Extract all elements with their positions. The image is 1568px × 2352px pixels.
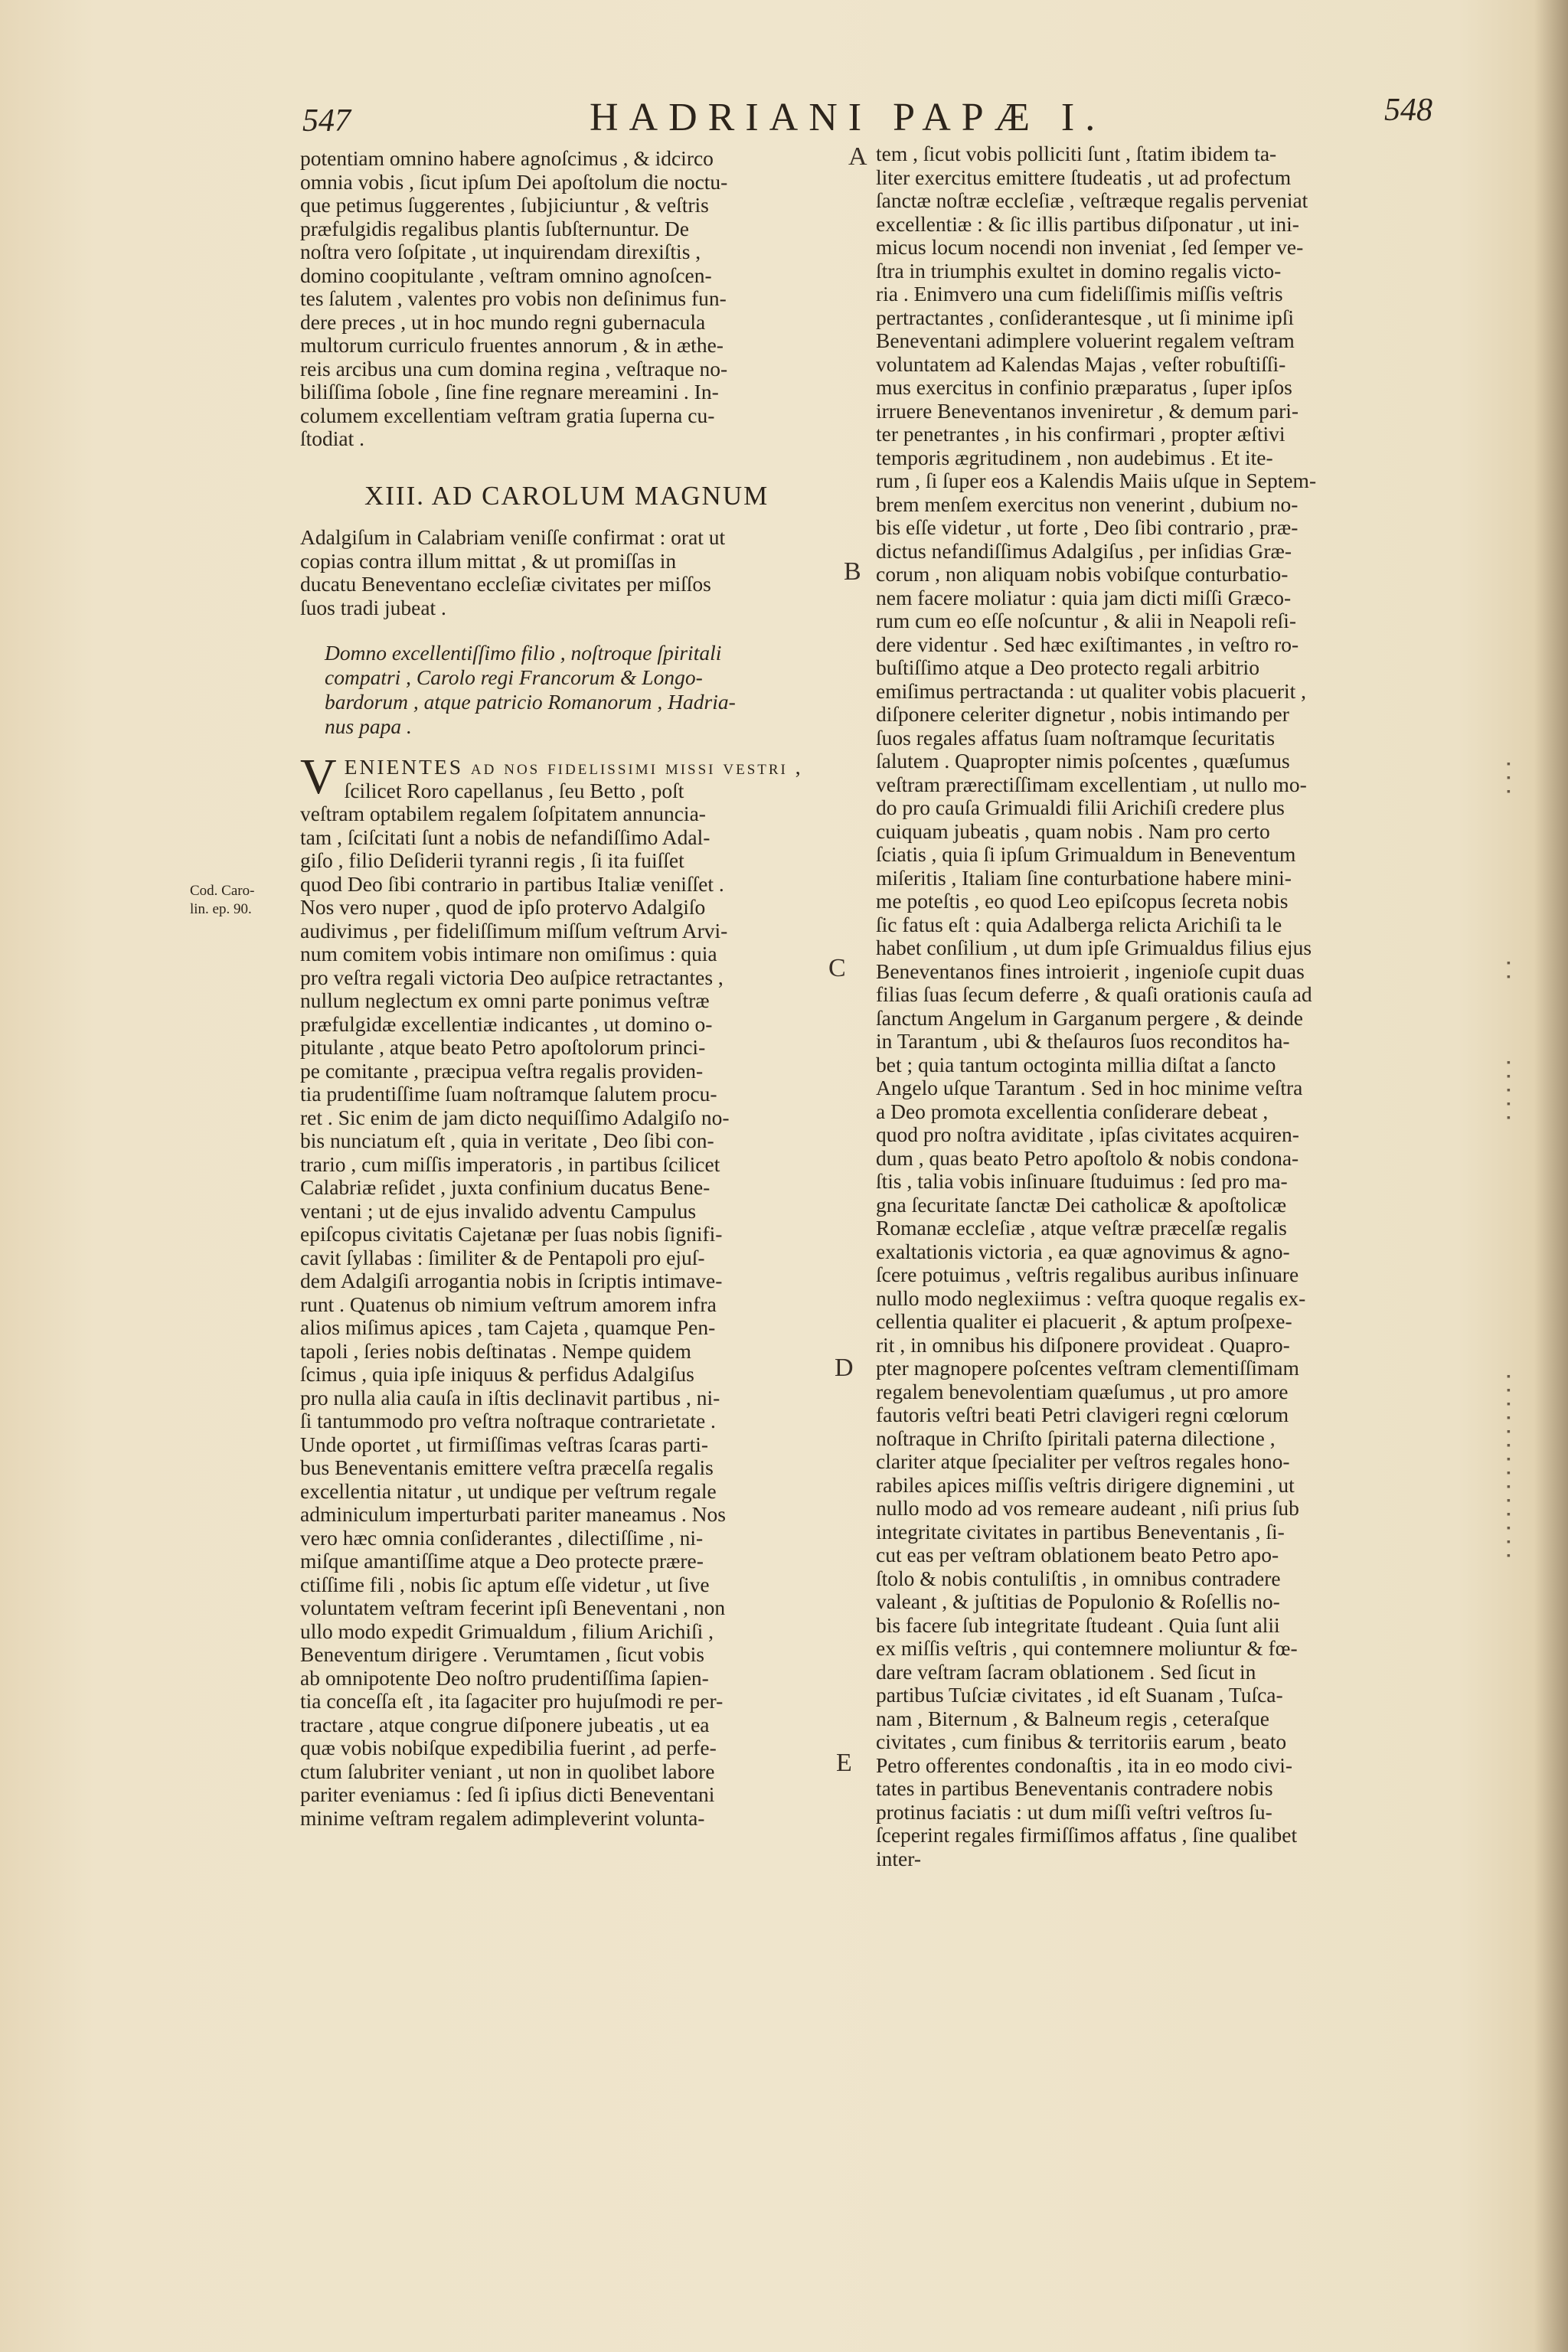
text-line: audivimus , per fideliſſimum miſſum veſtrum Arvi- <box>300 918 728 942</box>
drop-cap: V <box>300 749 337 805</box>
text-line: ſtra in triumphis exultet in domino regalis victo- <box>876 258 1282 283</box>
text-line: ſanctæ noſtræ eccleſiæ , veſtræque regalis perveniat <box>876 188 1308 212</box>
text-line: præfulgidæ excellentiæ indicantes , ut domino o- <box>300 1011 713 1036</box>
text-line: reis arcibus una cum domina regina , veſtraque no- <box>300 356 728 381</box>
text-line: tam , ſciſcitati ſunt a nobis de nefandiſſimo Adal- <box>300 825 710 849</box>
text-line: noſtraque in Chriſto ſpiritali paterna dilectione , <box>876 1426 1276 1450</box>
summary-line: ducatu Beneventano eccleſiæ civitates per miſſos <box>300 572 711 596</box>
text-line: emiſimus pertractanda : ut qualiter vobis placuerit , <box>876 678 1307 703</box>
text-line: epiſcopus civitatis Cajetanæ per ſuas nobis ſignifi- <box>300 1222 723 1246</box>
text-line: bis nunciatum eſt , quia in veritate , Deo ſibi con- <box>300 1129 714 1152</box>
text-line: partibus Tuſciæ civitates , id eſt Suanam , Tuſca- <box>876 1683 1283 1707</box>
left-column <box>300 147 850 1830</box>
address-line: nus papa . <box>325 714 412 738</box>
text-line: ctiſſime fili , nobis ſic aptum eſſe videtur , ut ſive <box>300 1572 710 1596</box>
text-line: inter- <box>876 1846 922 1870</box>
text-line: irruere Beneventanos inveniretur , & demum pari- <box>876 398 1299 423</box>
text-line: tia conceſſa eſt , ita ſagaciter pro hujuſmodi re per- <box>300 1689 724 1713</box>
letter-address <box>300 641 850 739</box>
text-line: pertractantes , conſiderantesque , ut ſi minime ipſi <box>876 305 1295 329</box>
marginal-citation <box>190 882 254 919</box>
text-line: pter magnopere poſcentes veſtram clementiſſimam <box>876 1356 1299 1380</box>
text-line: nullo modo ad vos remeare audeant , niſi prius ſub <box>876 1496 1299 1520</box>
text-line: protinus faciatis : ut dum miſſi veſtri veſtros ſu- <box>876 1799 1272 1824</box>
marginal-citation-line: lin. ep. 90. <box>190 901 252 917</box>
text-line: rit , in omnibus his diſponere provideat . Quapro- <box>876 1332 1290 1357</box>
text-line: civitates , cum finibus & territoriis earum , beato <box>876 1730 1287 1753</box>
text-line: quod Deo ſibi contrario in partibus Italiæ veniſſet . <box>300 871 724 896</box>
text-line: miſeritis , Italiam ſine conturbatione habere mini- <box>876 865 1292 890</box>
text-line: tates in partibus Beneventanis contradere nobis <box>876 1776 1273 1800</box>
text-line: brem menſem exercitus non venerint , dubium no- <box>876 492 1298 516</box>
text-line: bet ; quia tantum octoginta millia diſtat a ſancto <box>876 1052 1276 1076</box>
running-header <box>0 90 1568 144</box>
letter-body <box>300 749 850 1830</box>
text-line: dem Adalgiſi arrogantia nobis in ſcriptis intimave- <box>300 1269 723 1292</box>
text-line: valeant , & juſtitias de Populonio & Roſellis no- <box>876 1589 1280 1613</box>
text-line: ſciatis , quia ſi ipſum Grimualdum in Beneventum <box>876 842 1296 866</box>
text-line: cellentia qualiter ei placuerit , & aptum proſpexe- <box>876 1309 1292 1333</box>
text-line: noſtra vero ſoſpitate , ut inquirendam direxiſtis , <box>300 240 701 263</box>
text-line: tia prudentiſſime ſuam noſtramque ſalutem procu- <box>300 1082 717 1106</box>
body-lines <box>876 142 1404 1870</box>
text-line: ſic fatus eſt : quia Adalberga relicta Arichiſi ta le <box>876 912 1282 936</box>
adjacent-page-fragment: ▪ ▪ ▪ <box>1507 759 1511 798</box>
text-line: ullo modo expedit Grimualdum , filium Arichiſi , <box>300 1619 714 1643</box>
text-line: ter penetrantes , in his confirmari , propter æſtivi <box>876 422 1285 446</box>
text-line: veſtram optabilem regalem ſoſpitatem annuncia- <box>300 802 706 825</box>
text-line: Petro offerentes condonaſtis , ita in eo modo civi- <box>876 1753 1293 1777</box>
text-line: tractare , atque congrue diſponere jubeatis , ut ea <box>300 1712 710 1736</box>
text-line: pe comitante , præcipua veſtra regalis providen- <box>300 1058 704 1083</box>
text-line: alios miſimus apices , tam Cajeta , quamque Pen- <box>300 1315 716 1339</box>
text-line: in Tarantum , ubi & theſauros ſuos reconditos ha- <box>876 1029 1290 1053</box>
text-line: omnia vobis , ſicut ipſum Dei apoſtolum die noctu- <box>300 169 728 194</box>
text-line: dere preces , ut in hoc mundo regni gubernacula <box>300 309 706 334</box>
running-title: HADRIANI PAPÆ I. <box>590 96 1106 139</box>
text-line: dum , quas beato Petro apoſtolo & nobis condona- <box>876 1145 1299 1170</box>
margin-letter-b: B <box>844 557 861 586</box>
text-line: buſtiſſimo atque a Deo protecto regali arbitrio <box>876 655 1259 679</box>
text-line: Beneventum dirigere . Verumtamen , ſicut vobis <box>300 1642 704 1666</box>
text-line: liter exercitus emittere ſtudeatis , ut ad profectum <box>876 165 1292 189</box>
text-line: multorum curriculo fruentes annorum , & in æthe- <box>300 333 724 357</box>
text-line: habet conſilium , ut dum ipſe Grimualdus filius ejus <box>876 936 1312 959</box>
text-line: voluntatem veſtram fecerint ipſi Beneventani , non <box>300 1596 726 1619</box>
page-number-right: 548 <box>1384 93 1432 128</box>
body-lines <box>300 779 850 1831</box>
text-line: ſcere potuimus , veſtris regalibus auribus inſinuare <box>876 1263 1299 1286</box>
text-line: ſi tantummodo pro veſtra noſtraque contrarietate . <box>300 1409 716 1432</box>
text-line: rabiles apices miſſis veſtris dirigere dignemini , ut <box>876 1472 1295 1497</box>
text-line: ſceperint regales firmiſſimos affatus , ſine qualibet <box>876 1823 1298 1847</box>
page-edge-shadow <box>1534 0 1568 2352</box>
text-line: Romanæ eccleſiæ , atque veſtræ præcelſæ regalis <box>876 1216 1287 1240</box>
summary-line: copias contra illum mittat , & ut promiſſas in <box>300 548 677 573</box>
text-line: Beneventanos fines introierit , ingenioſe cupit duas <box>876 959 1305 983</box>
text-line: corum , non aliquam nobis vobiſque conturbatio- <box>876 562 1289 586</box>
text-line: adminiculum imperturbati pariter maneamus . Nos <box>300 1502 726 1526</box>
text-line: fautoris veſtri beati Petri clavigeri regni cœlorum <box>876 1403 1289 1426</box>
text-line: cavit ſyllabas : ſimiliter & de Pentapoli pro ejuſ- <box>300 1245 705 1269</box>
summary-line: ſuos tradi jubeat . <box>300 595 446 619</box>
text-line: ſcimus , quia ipſe iniquus & perfidus Adalgiſus <box>300 1362 694 1386</box>
text-line: ria . Enimvero una cum fideliſſimis miſſis veſtris <box>876 282 1283 305</box>
text-line: ſtis , talia vobis inſinuare ſtuduimus : ſed pro ma- <box>876 1169 1288 1193</box>
text-line: ſalutem . Quapropter nimis poſcentes , quæſumus <box>876 749 1290 773</box>
text-line: exaltationis victoria , ea quæ agnovimus & agno- <box>876 1239 1290 1263</box>
text-line: Beneventani adimplere voluerint regalem veſtram <box>876 328 1295 352</box>
text-line: ret . Sic enim de jam dicto nequiſſimo Adalgiſo no- <box>300 1105 730 1129</box>
text-line: tapoli , ſeries nobis deſtinatas . Nempe quidem <box>300 1338 691 1363</box>
text-line: ſuos regales affatus ſuam noſtramque ſecuritatis <box>876 725 1276 750</box>
text-line: ventani ; ut de ejus invalido adventu Campulus <box>300 1198 697 1223</box>
text-line: do pro cauſa Grimualdi filii Arichiſi credere plus <box>876 795 1285 819</box>
text-line: excellentia nitatur , ut undique per veſtrum regale <box>300 1478 717 1503</box>
text-line: tem , ſicut vobis polliciti ſunt , ſtatim ibidem ta- <box>876 142 1277 165</box>
text-line: quod pro noſtra aviditate , ipſas civitates acquiren- <box>876 1122 1299 1146</box>
text-line: me poteſtis , eo quod Leo epiſcopus ſecreta nobis <box>876 889 1289 913</box>
text-line: giſo , filio Deſiderii tyranni regis , ſi ita fuiſſet <box>300 848 684 872</box>
body-opening-words: ENIENTES ad nos fideliſſimi miſſi veſtri , <box>344 755 803 779</box>
text-line: clariter atque ſpecialiter per veſtros regales hono- <box>876 1449 1290 1473</box>
text-line: domino coopitulante , veſtram omnino agnoſcen- <box>300 263 712 287</box>
adjacent-page-fragment: ▪ ▪ ▪ ▪ ▪ <box>1507 1057 1511 1124</box>
text-line: ab omnipotente Deo noſtro prudentiſſima ſapien- <box>300 1665 709 1690</box>
text-line: nem facere moliatur : quia jam dicti miſſi Græco- <box>876 585 1292 609</box>
text-line: ſtolo & nobis contuliſtis , in omnibus contradere <box>876 1566 1281 1590</box>
text-line: cut eas per veſtram oblationem beato Petro apo- <box>876 1543 1279 1566</box>
text-line: pro nulla alia cauſa in iſtis declinavit partibus , ni- <box>300 1385 720 1410</box>
text-line: Angelo uſque Tarantum . Sed in hoc minime veſtra <box>876 1076 1303 1099</box>
text-line: præfulgidis regalibus plantis ſubſternuntur. De <box>300 216 689 240</box>
text-line: rum , ſi ſuper eos a Kalendis Maiis uſque in Septem- <box>876 469 1317 492</box>
margin-letter-a: A <box>848 142 867 171</box>
text-line: pro veſtra regali victoria Deo auſpice retractantes , <box>300 965 724 989</box>
text-line: gna ſecuritate ſanctæ Dei catholicæ & apoſtolicæ <box>876 1192 1287 1217</box>
section-title: XIII. AD CAROLUM MAGNUM <box>364 480 769 511</box>
text-line: Calabriæ reſidet , juxta confinium ducatus Bene- <box>300 1175 710 1199</box>
text-line: trario , cum miſſis imperatoris , in partibus ſcilicet <box>300 1152 720 1176</box>
text-line: ſcilicet Roro capellanus , ſeu Betto , poſt <box>344 778 684 802</box>
text-line: quæ vobis nobiſque expedibilia fuerint , ad perfe- <box>300 1736 717 1759</box>
text-line: pitulante , atque beato Petro apoſtolorum princi- <box>300 1035 706 1059</box>
text-line: ex miſſis veſtris , qui contemnere moliuntur & fœ- <box>876 1636 1298 1660</box>
margin-letter-e: E <box>836 1749 852 1777</box>
text-line: num comitem vobis intimare non omiſimus : quia <box>300 942 717 965</box>
text-line: voluntatem ad Kalendas Majas , veſter robuſtiſſi- <box>876 351 1286 376</box>
text-line: runt . Quatenus ob nimium veſtrum amorem infra <box>300 1292 717 1316</box>
text-line: micus locum nocendi non inveniat , ſed ſemper ve- <box>876 235 1304 259</box>
text-line: temporis ægritudinem , non audebimus . Et ite- <box>876 445 1273 469</box>
adjacent-page-fragment: ▪ ▪ <box>1507 958 1511 983</box>
text-line: columem excellentiam veſtram gratia ſuperna cu- <box>300 403 715 427</box>
text-line: miſque amantiſſime atque a Deo protecte prære- <box>300 1549 704 1573</box>
text-line: ſtodiat . <box>300 426 365 450</box>
letter-summary <box>300 526 850 619</box>
text-line: dictus nefandiſſimus Adalgiſus , per inſidias Græ- <box>876 538 1292 563</box>
text-line: potentiam omnino habere agnoſcimus , & idcirco <box>300 146 714 170</box>
text-line: bis eſſe videtur , ut forte , Deo ſibi contrario , præ- <box>876 515 1298 539</box>
address-line: bardorum , atque patricio Romanorum , Hadria- <box>325 690 736 714</box>
text-line: Unde oportet , ut firmiſſimas veſtras ſcaras parti- <box>300 1432 709 1456</box>
margin-letter-d: D <box>835 1354 854 1382</box>
intro-paragraph <box>300 147 850 451</box>
text-line: excellentiæ : & ſic illis partibus diſponatur , ut ini- <box>876 211 1299 236</box>
text-line: ctum ſalubriter veniant , ut non in quolibet labore <box>300 1759 715 1783</box>
text-line: cuiquam jubeatis , quam nobis . Nam pro certo <box>876 818 1270 843</box>
text-line: integritate civitates in partibus Beneventanis , ſi- <box>876 1519 1285 1544</box>
text-line: rum cum eo eſſe noſcuntur , & alii in Neapoli reſi- <box>876 609 1297 632</box>
text-line: vero hæc omnia conſiderantes , dilectiſſime , ni- <box>300 1525 704 1550</box>
page-number-left: 547 <box>302 103 351 139</box>
text-line: dare veſtram ſacram oblationem . Sed ſicut in <box>876 1659 1256 1684</box>
text-line: que petimus ſuggerentes , ſubjiciuntur , & veſtris <box>300 193 709 217</box>
text-line: minime veſtram regalem adimpleverint volunta- <box>300 1805 705 1830</box>
text-line: Nos vero nuper , quod de ipſo protervo Adalgiſo <box>300 895 706 919</box>
text-line: diſponere celeriter dignetur , nobis intimando per <box>876 702 1289 726</box>
text-line: regalem benevolentiam quæſumus , ut pro amore <box>876 1379 1289 1403</box>
marginal-citation-line: Cod. Caro- <box>190 883 255 899</box>
right-column <box>876 142 1404 1870</box>
text-line: pariter eveniamus : ſed ſi ipſius dicti Beneventani <box>300 1782 715 1806</box>
text-line: nullo modo neglexiimus : veſtra quoque regalis ex- <box>876 1285 1306 1310</box>
text-line: nam , Biternum , & Balneum regis , ceteraſque <box>876 1706 1269 1730</box>
text-line: dere videntur . Sed hæc exiſtimantes , in veſtro ro- <box>876 632 1299 656</box>
text-line: filias ſuas ſecum deferre , & quaſi orationis cauſa ad <box>876 982 1312 1006</box>
summary-line: Adalgiſum in Calabriam veniſſe confirmat : orat ut <box>300 525 726 549</box>
text-line: a Deo promota excellentia conſiderare debeat , <box>876 1099 1269 1123</box>
text-line: nullum neglectum ex omni parte ponimus veſtræ <box>300 988 710 1012</box>
text-line: bis facere ſub integritate ſtudeant . Quia ſunt alii <box>876 1612 1280 1637</box>
text-line: ſanctum Angelum in Garganum pergere , & deinde <box>876 1005 1304 1030</box>
margin-letter-c: C <box>828 954 846 982</box>
address-line: compatri , Carolo regi Francorum & Longo- <box>325 665 703 689</box>
text-line: bus Beneventanis emittere veſtra præcelſa regalis <box>300 1455 714 1479</box>
address-line: Domno excellentiſſimo filio , noſtroque ſpiritali <box>325 641 722 665</box>
text-line: tes ſalutem , valentes pro vobis non deſinimus fun- <box>300 286 727 310</box>
adjacent-page-fragment: ▪ ▪ ▪ ▪ ▪ ▪ ▪ ▪ ▪ ▪ ▪ ▪ ▪ ▪ <box>1507 1371 1511 1562</box>
text-line: mus exercitus in confinio præparatus , ſuper ipſos <box>876 375 1292 399</box>
text-line: biliſſima ſobole , ſine fine regnare mereamini . In- <box>300 380 719 403</box>
text-line: veſtram prærectiſſimam excellentiam , ut nullo mo- <box>876 772 1307 796</box>
